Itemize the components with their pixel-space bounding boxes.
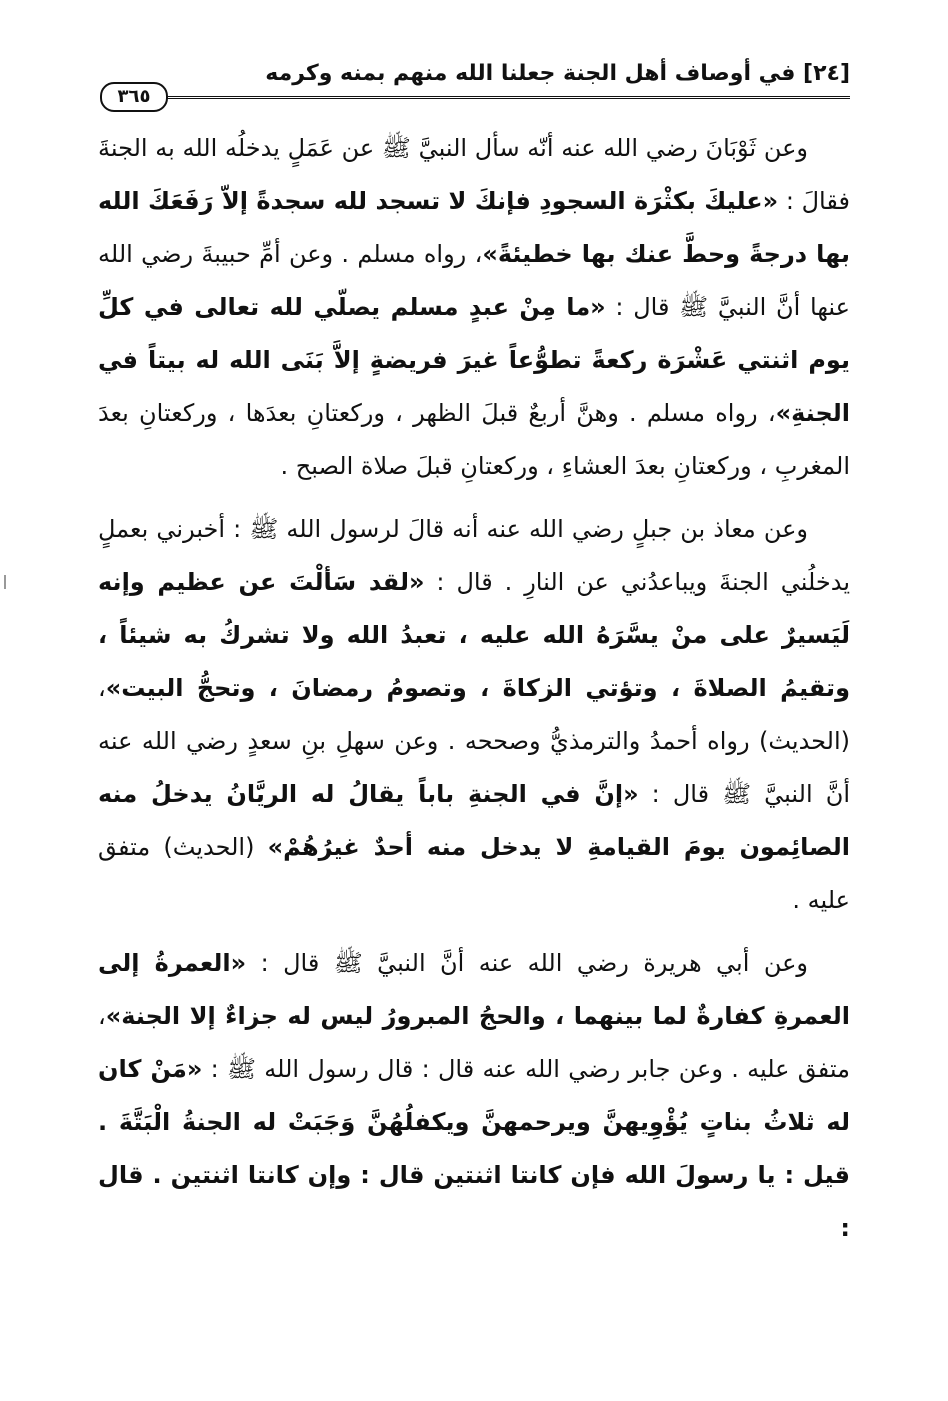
text-segment: ، رواه مسلم . وعن أمِّ حبيبةَ رضي الله عنها أنَّ النبيَّ ﷺ قال :	[98, 240, 850, 321]
scan-mark	[4, 575, 6, 589]
hadith-quote: «مَنْ كان له ثلاثُ بناتٍ يُؤْوِيهنَّ ويرحمهنَّ ويكفلُهُنَّ وَجَبَتْ له الجنةُ الْبَتَّةَ . قيل : يا رسولَ الله فإن كانتا اثنتين قال : وإن كانتا اثنتين . قال :	[98, 1055, 850, 1242]
text-segment: ، رواه مسلم . وهنَّ أربعٌ قبلَ الظهر ، وركعتانِ بعدَها ، وركعتانِ بعدَ المغربِ ، وركعتانِ بعدَ العشاءِ ، وركعتانِ قبلَ صلاة الصبح .	[98, 399, 850, 480]
text-segment: ، (الحديث) رواه أحمدُ والترمذيُّ وصححه . وعن سهلِ بنِ سعدٍ رضي الله عنه أنَّ النبيَّ ﷺ قال :	[98, 674, 850, 808]
text-segment: وعن ثَوْبَانَ رضي الله عنه أنّه سأل النبيَّ ﷺ عن عَمَلٍ يدخلُه الله به الجنةَ فقالَ :	[98, 134, 850, 215]
hadith-quote: «ما مِنْ عبدٍ مسلم يصلّي لله تعالى في كلِّ يوم اثنتي عَشْرَة ركعةً تطوُّعاً غيرَ فريضةٍ إلاَّ بَنَى الله له بيتاً في الجنةِ»	[98, 293, 850, 427]
text-segment: (الحديث) متفق عليه .	[98, 833, 850, 914]
paragraph-1	[98, 122, 850, 493]
header-rule	[158, 96, 850, 99]
hadith-quote: «لقد سَألْتَ عن عظيم وإنه لَيَسيرٌ على منْ يسَّرَهُ الله عليه ، تعبدُ الله ولا تشركُ به شيئاً ، وتقيمُ الصلاةَ ، وتؤتي الزكاةَ ، وتصومُ رمضانَ ، وتحجُّ البيت»	[98, 568, 850, 702]
text-segment: وعن أبي هريرة رضي الله عنه أنَّ النبيَّ ﷺ قال :	[246, 949, 808, 977]
page-header	[100, 58, 850, 108]
hadith-quote: «العمرةُ إلى العمرةِ كفارةٌ لما بينهما ، والحجُ المبرورُ ليس له جزاءٌ إلا الجنة»	[98, 949, 850, 1030]
paragraph-3	[98, 937, 850, 1255]
text-segment: ، متفق عليه . وعن جابر رضي الله عنه قال : قال رسول الله ﷺ :	[98, 1002, 850, 1083]
chapter-title: [٢٤] في أوصاف أهل الجنة جعلنا الله منهم بمنه وكرمه	[265, 61, 850, 86]
paragraph-2	[98, 503, 850, 927]
hadith-quote: «إنَّ في الجنةِ باباً يقالُ له الريَّانُ يدخلُ منه الصائِمون يومَ القيامةِ لا يدخل منه أحدٌ غيرُهُمْ»	[98, 780, 850, 861]
page-number: ٣٦٥	[100, 82, 168, 112]
hadith-quote: «عليكَ بكثْرَة السجودِ فإنكَ لا تسجد لله سجدةً إلاّ رَفَعَكَ الله بها درجةً وحطَّ عنك بها خطيئةً»	[98, 187, 850, 268]
text-segment: وعن معاذ بن جبلٍ رضي الله عنه أنه قالَ لرسول الله ﷺ : أخبرني بعملٍ يدخلُني الجنةَ ويباعدُني عن النارِ . قال :	[98, 515, 850, 596]
page-body	[98, 122, 850, 1255]
